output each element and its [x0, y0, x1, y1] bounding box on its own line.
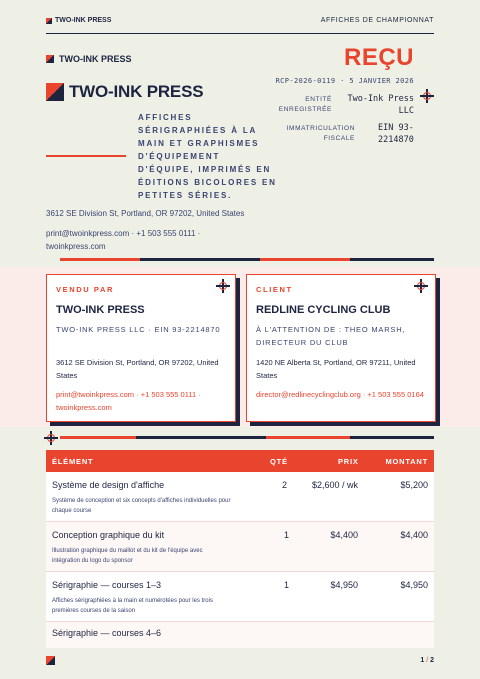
table-header: [46, 450, 434, 472]
tagline-rule: [46, 155, 126, 157]
logo-icon: [46, 656, 55, 665]
item-qty: 1: [284, 580, 290, 590]
seller-sub: TWO-INK PRESS LLC · EIN 93-2214870: [56, 325, 221, 334]
item-amount: $5,200: [400, 480, 428, 490]
header-rule: [46, 33, 434, 34]
tax-label: [287, 124, 355, 144]
tax-label-line-1: IMMATRICULATION: [286, 125, 355, 132]
receipt-title: REÇU: [343, 44, 414, 71]
crosshair-icon: [414, 279, 428, 293]
item-desc: Illustration graphique du maillot et du kit de l'équipe avec intégration du logo du sponsor: [52, 548, 203, 564]
entity-label: [279, 95, 332, 115]
client-card: [246, 274, 436, 422]
item-qty: 1: [284, 530, 290, 540]
header-brand: TWO-INK PRESS: [55, 17, 112, 24]
logo-icon: [46, 18, 52, 24]
page-total: 2: [430, 657, 434, 664]
page-footer: [0, 648, 480, 679]
receipt-reference: RCP-2026-0119 · 5 JANVIER 2026: [275, 77, 414, 85]
crosshair-icon: [216, 279, 230, 293]
item-price: $4,400: [330, 530, 358, 540]
company-address: 3612 SE Division St, Portland, OR 97202, United States: [46, 209, 245, 218]
seller-address: 3612 SE Division St, Portland, OR 97202, United States: [56, 358, 219, 380]
entity-label-line-2: ENREGISTRÉE: [278, 106, 332, 113]
item-desc: Système de conception et six concepts d'affiches individuelles pour chaque course: [52, 498, 231, 514]
tax-label-line-2: FISCALE: [323, 135, 355, 142]
page-number: 1: [420, 657, 425, 664]
tax-value: EIN 93-2214870: [378, 123, 414, 145]
seller-contact[interactable]: print@twoinkpress.com · +1 503 555 0111 · twoinkpress.com: [56, 390, 201, 412]
company-name-large: TWO-INK PRESS: [69, 82, 204, 101]
client-name: REDLINE CYCLING CLUB: [256, 304, 391, 316]
col-amount: MONTANT: [385, 457, 428, 466]
seller-label: VENDU PAR: [56, 285, 115, 294]
table-row: [46, 522, 434, 572]
page-indicator: [420, 657, 434, 664]
item-desc: Affiches sérigraphiées à la main et numérotées pour les trois premières courses de la saison: [52, 598, 213, 614]
client-label: CLIENT: [256, 285, 293, 294]
item-qty: 2: [282, 480, 288, 490]
item-amount: $4,950: [400, 580, 428, 590]
header-category: AFFICHES DE CHAMPIONNAT: [320, 17, 434, 24]
item-price: $4,950: [330, 580, 358, 590]
item-price: $2,600 / wk: [311, 480, 358, 490]
item-name: Sérigraphie — courses 4–6: [52, 628, 162, 638]
page-sep: /: [426, 657, 429, 664]
crosshair-icon: [44, 431, 58, 445]
item-name: Système de design d'affiche: [52, 480, 165, 490]
table-row: [46, 622, 434, 648]
col-price: PRIX: [338, 457, 359, 466]
logo-icon: [46, 83, 64, 101]
seller-name: TWO-INK PRESS: [56, 304, 145, 316]
entity-value: Two-Ink Press LLC: [347, 94, 414, 116]
col-qty: QTÉ: [270, 457, 288, 466]
client-address: 1420 NE Alberta St, Portland, OR 97211, United States: [256, 358, 416, 380]
crosshair-icon: [420, 89, 434, 103]
col-item: ÉLÉMENT: [52, 457, 94, 466]
item-name: Sérigraphie — courses 1–3: [52, 580, 162, 590]
client-contact[interactable]: director@redlinecyclingclub.org · +1 503 555 0164: [256, 390, 424, 399]
entity-label-line-1: ENTITÉ: [305, 96, 332, 103]
divider-stripes: [60, 436, 434, 439]
logo-icon: [46, 55, 54, 63]
divider-stripes: [60, 258, 434, 261]
table-row: [46, 572, 434, 622]
company-contact: print@twoinkpress.com · +1 503 555 0111 · twoinkpress.com: [46, 229, 201, 251]
table-row: [46, 472, 434, 522]
company-name-small: TWO-INK PRESS: [59, 54, 132, 64]
seller-card: [46, 274, 236, 422]
top-bar: [0, 0, 480, 42]
company-tagline: AFFICHES SÉRIGRAPHIÉES À LA MAIN ET GRAPHISMES D'ÉQUIPEMENT D'ÉQUIPE, IMPRIMÉS EN ÉDITIONS BICOLORES EN PETITES SÉRIES.: [138, 113, 277, 200]
item-name: Conception graphique du kit: [52, 530, 165, 540]
client-sub: À L'ATTENTION DE : THEO MARSH, DIRECTEUR DU CLUB: [256, 325, 406, 347]
item-amount: $4,400: [400, 530, 428, 540]
